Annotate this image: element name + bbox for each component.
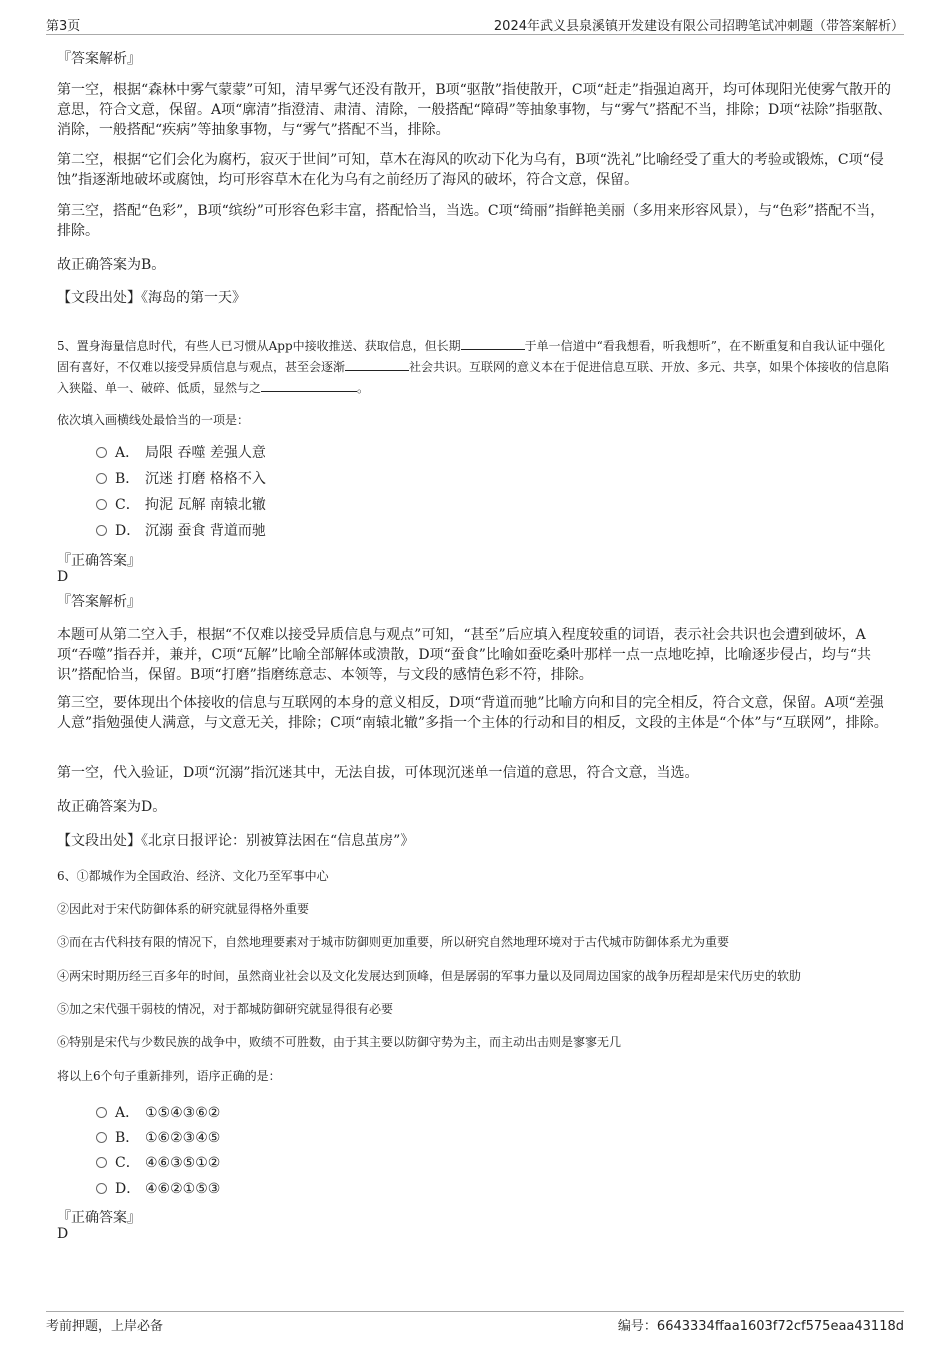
q5-answer-tag: 『正确答案』 <box>57 553 141 569</box>
q6-sentence-6: ⑥特别是宋代与少数民族的战争中，败绩不可胜数，由于其主要以防御守势为主，而主动出击则是寥寥无几 <box>57 1035 622 1049</box>
q5-answer: D <box>57 569 69 585</box>
q6-option-c[interactable]: C． ④⑥③⑤①② <box>96 1152 220 1174</box>
q5-blank-3 <box>261 377 357 392</box>
q5-option-a[interactable]: A． 局限 吞噬 差强人意 <box>96 442 266 464</box>
q4-conclusion: 故正确答案为B。 <box>57 257 166 273</box>
q5-conclusion: 故正确答案为D。 <box>57 799 167 815</box>
q4-analysis-tag: 『答案解析』 <box>57 51 141 67</box>
q6-sentence-4: ④两宋时期历经三百多年的时间，虽然商业社会以及文化发展达到顶峰，但是孱弱的军事力量以及同周边国家的战争历程却是宋代历史的软肋 <box>57 969 802 983</box>
footer-slogan: 考前押题，上岸必备 <box>46 1319 164 1334</box>
page-footer <box>46 1311 904 1336</box>
q5-stem-part-1: 5、置身海量信息时代，有些人已习惯从App中接收推送、获取信息，但长期 <box>57 339 461 353</box>
radio-icon[interactable] <box>96 499 107 510</box>
q6-option-b[interactable]: B． ①⑥②③④⑤ <box>96 1127 220 1149</box>
footer-serial: 编号：6643334ffaa1603f72cf575eaa43118d <box>617 1319 904 1334</box>
page-header <box>46 14 904 35</box>
q5-blank-2 <box>345 356 409 371</box>
q6-sentence-2: ②因此对于宋代防御体系的研究就显得格外重要 <box>57 902 310 916</box>
q5-prompt: 依次填入画横线处最恰当的一项是： <box>57 413 250 427</box>
q5-option-d[interactable]: D． 沉溺 蚕食 背道而驰 <box>96 520 266 542</box>
q5-blank-1 <box>461 335 525 350</box>
q5-analysis-tag: 『答案解析』 <box>57 594 141 610</box>
q4-analysis-para-3: 第三空，搭配“色彩”，B项“缤纷”可形容色彩丰富，搭配恰当，当选。C项“绮丽”指鲜艳美丽（多用来形容风景），与“色彩”搭配不当，排除。 <box>57 203 885 239</box>
q5-option-c[interactable]: C． 拘泥 瓦解 南辕北辙 <box>96 494 266 516</box>
radio-icon[interactable] <box>96 447 107 458</box>
q5-source: 【文段出处】《北京日报评论：别被算法困在“信息茧房”》 <box>57 833 415 849</box>
q6-answer: D <box>57 1226 69 1242</box>
page-number: 第3页 <box>46 19 81 34</box>
radio-icon[interactable] <box>96 1157 107 1168</box>
q5-analysis-para-2: 第三空，要体现出个体接收的信息与互联网的本身的意义相反，D项“背道而驰”比喻方向和目的完全相反，符合文意，保留。A项“差强人意”指勉强使人满意，与文意无关，排除；C项“南辕北辙”多指一个主体的行动和目的相反，文段的主体是“个体”与“互联网”，排除。 <box>57 695 888 731</box>
radio-icon[interactable] <box>96 473 107 484</box>
q4-source: 【文段出处】《海岛的第一天》 <box>57 290 246 306</box>
document-title: 2024年武义县泉溪镇开发建设有限公司招聘笔试冲刺题（带答案解析） <box>493 19 904 34</box>
q5-analysis-para-3: 第一空，代入验证，D项“沉溺”指沉迷其中，无法自拔，可体现沉迷单一信道的意思，符合文意，当选。 <box>57 765 699 781</box>
radio-icon[interactable] <box>96 525 107 536</box>
q6-option-d[interactable]: D． ④⑥②①⑤③ <box>96 1178 220 1200</box>
q4-analysis-para-2: 第二空，根据“它们会化为腐朽，寂灭于世间”可知，草木在海风的吹动下化为乌有，B项“洗礼”比喻经受了重大的考验或锻炼，C项“侵蚀”指逐渐地破坏或腐蚀，均可形容草木在化为乌有之前经历了海风的破坏，符合文意，保留。 <box>57 152 884 188</box>
q4-analysis-para-1: 第一空，根据“森林中雾气蒙蒙”可知，清早雾气还没有散开，B项“驱散”指使散开，C项“赶走”指强迫离开，均可体现阳光使雾气散开的意思，符合文意，保留。A项“廓清”指澄清、肃清、清除，一般搭配“障碍”等抽象事物，与“雾气”搭配不当，排除；D项“祛除”指驱散、消除，一般搭配“疾病”等抽象事物，与“雾气”搭配不当，排除。 <box>57 82 892 138</box>
q5-analysis-para-1: 本题可从第二空入手，根据“不仅难以接受异质信息与观点”可知，“甚至”后应填入程度较重的词语，表示社会共识也会遭到破坏，A项“吞噬”指吞并，兼并，C项“瓦解”比喻全部解体或溃散，D项“蚕食”比喻如蚕吃桑叶那样一点一点地吃掉，比喻逐步侵占，均与“共识”搭配恰当，保留。B项“打磨”指磨练意志、本领等，与文段的感情色彩不符，排除。 <box>57 627 872 683</box>
q5-stem-part-3: 社会共识。互联网的意义本在于促进信息互联、开放、多元、共享，如果个体接收的信息陷入狭隘、单一、破碎、低质，显然与之 <box>57 360 890 395</box>
q5-option-b[interactable]: B． 沉迷 打磨 格格不入 <box>96 468 266 490</box>
radio-icon[interactable] <box>96 1183 107 1194</box>
q5-stem-part-2: 于单一信道中“看我想看，听我想听”，在不断重复和自我认证中强化固有喜好，不仅难以接受异质信息与观点，甚至会逐渐 <box>57 339 885 374</box>
radio-icon[interactable] <box>96 1132 107 1143</box>
q6-answer-tag: 『正确答案』 <box>57 1210 141 1226</box>
q5-stem-end: 。 <box>357 381 370 395</box>
q6-sentence-1: 6、①都城作为全国政治、经济、文化乃至军事中心 <box>57 869 329 883</box>
q6-sentence-5: ⑤加之宋代强干弱枝的情况，对于都城防御研究就显得很有必要 <box>57 1002 394 1016</box>
q5-stem <box>57 335 895 398</box>
q6-option-a[interactable]: A． ①⑤④③⑥② <box>96 1102 220 1124</box>
q6-sentence-3: ③而在古代科技有限的情况下，自然地理要素对于城市防御则更加重要，所以研究自然地理环境对于古代城市防御体系尤为重要 <box>57 935 730 949</box>
radio-icon[interactable] <box>96 1107 107 1118</box>
q6-prompt: 将以上6个句子重新排列，语序正确的是： <box>57 1069 281 1083</box>
